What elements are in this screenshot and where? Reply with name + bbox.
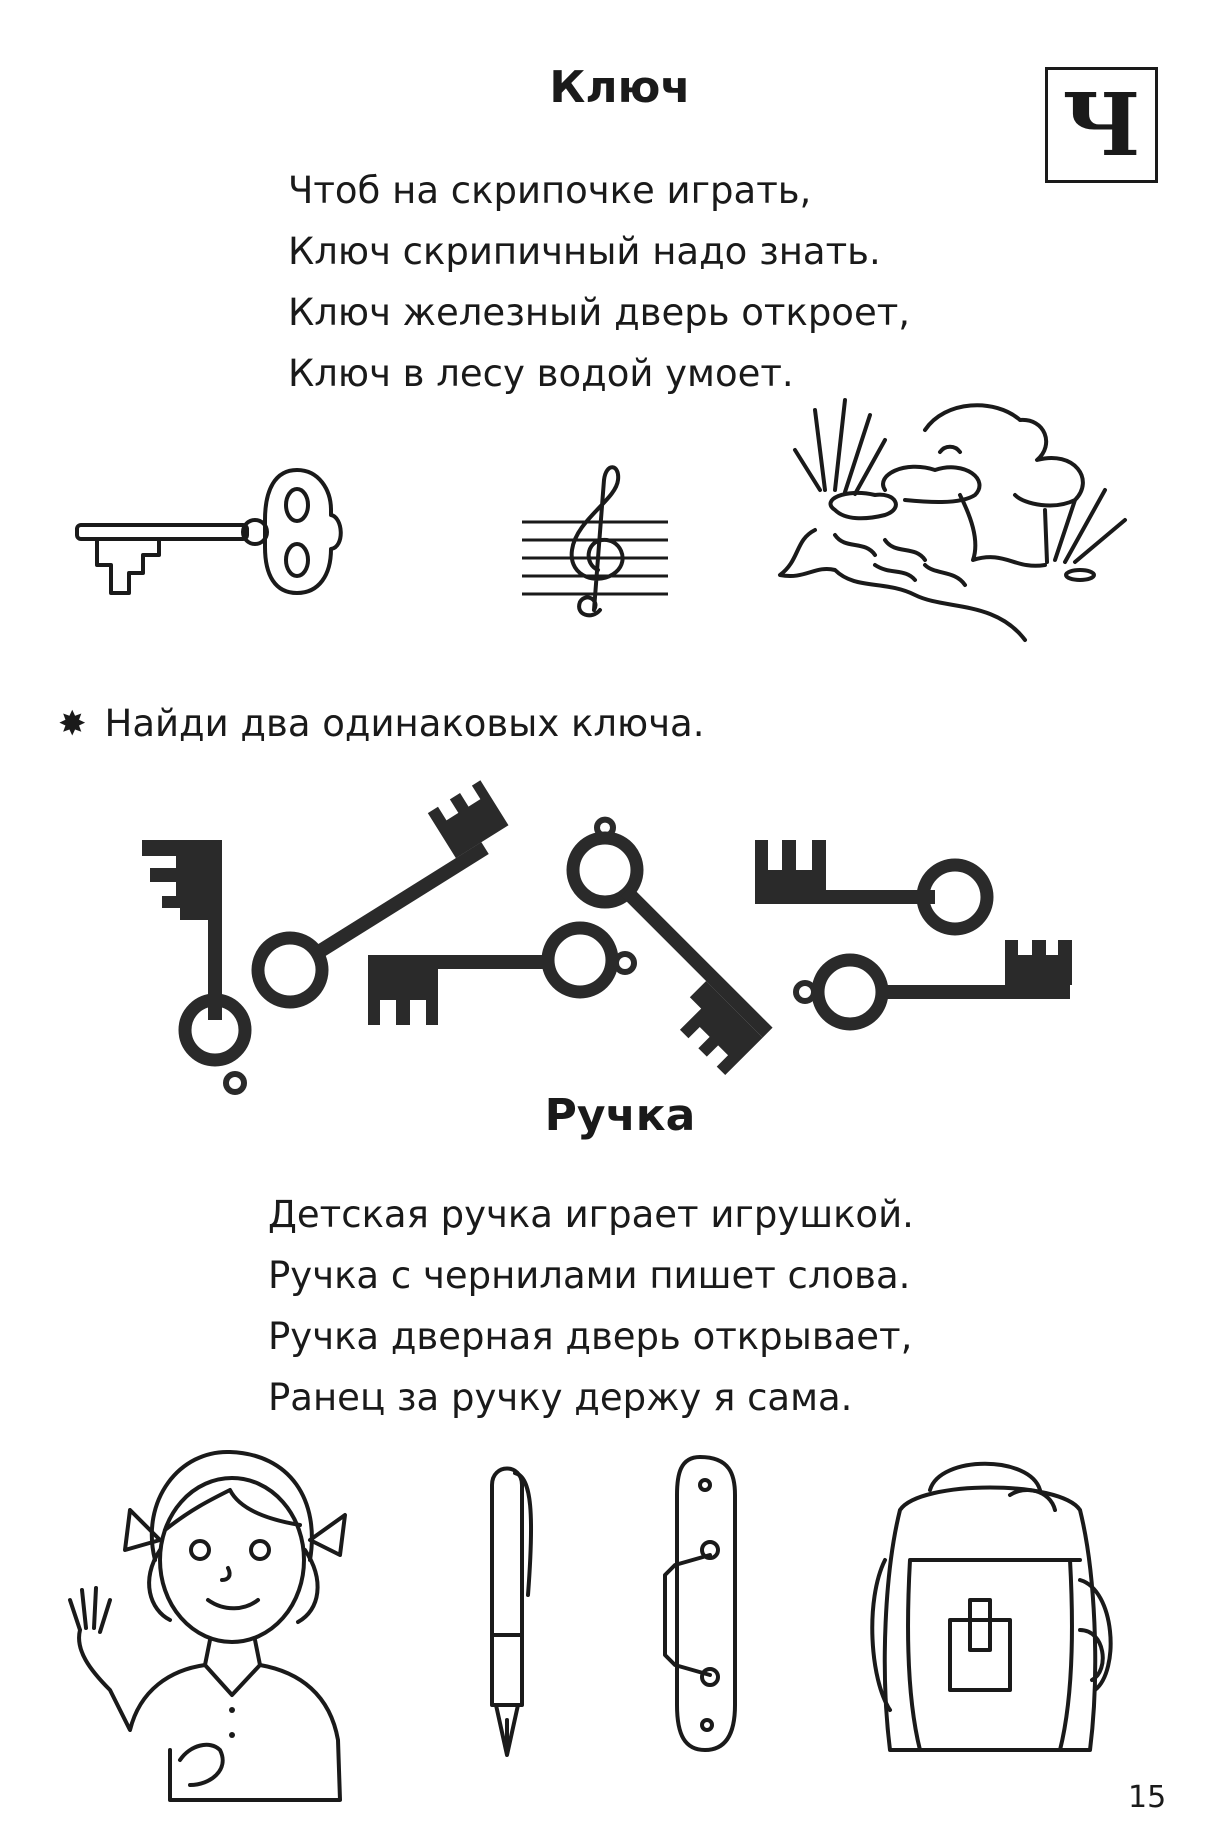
key-option-5: [755, 840, 987, 929]
poem-line: Ключ скрипичный надо знать.: [288, 230, 881, 273]
letter-badge: Ч: [1045, 67, 1158, 183]
poem-line: Детская ручка играет игрушкой.: [268, 1193, 914, 1236]
task-text: Найди два одинаковых ключа.: [104, 702, 705, 745]
spring-icon: [775, 390, 1145, 640]
girl-icon: [70, 1440, 360, 1810]
poem-handle: [268, 1184, 914, 1428]
keys-puzzle: [140, 820, 1090, 1110]
poem-line: Чтоб на скрипочке играть,: [288, 169, 812, 212]
section-title-key: Ключ: [549, 62, 691, 113]
task-instruction: [58, 702, 705, 745]
key-option-6: [796, 940, 1072, 1024]
star-bullet-icon: ✸: [58, 703, 87, 744]
poem-line: Ручка с чернилами пишет слова.: [268, 1254, 911, 1297]
key-icon: [75, 465, 345, 600]
section-title-handle: Ручка: [544, 1090, 696, 1141]
poem-key: [288, 160, 910, 404]
pen-icon: [470, 1455, 550, 1765]
poem-line: Ключ в лесу водой умоет.: [288, 352, 794, 395]
key-option-1: [142, 840, 245, 1092]
poem-line: Ранец за ручку держу я сама.: [268, 1376, 853, 1419]
page-number: 15: [1128, 1780, 1167, 1815]
key-option-3: [368, 928, 634, 1025]
poem-line: Ключ железный дверь откроет,: [288, 291, 911, 334]
backpack-icon: [860, 1450, 1120, 1770]
poem-line: Ручка дверная дверь открывает,: [268, 1315, 913, 1358]
treble-clef-icon: [520, 460, 670, 620]
door-handle-icon: [655, 1455, 755, 1755]
